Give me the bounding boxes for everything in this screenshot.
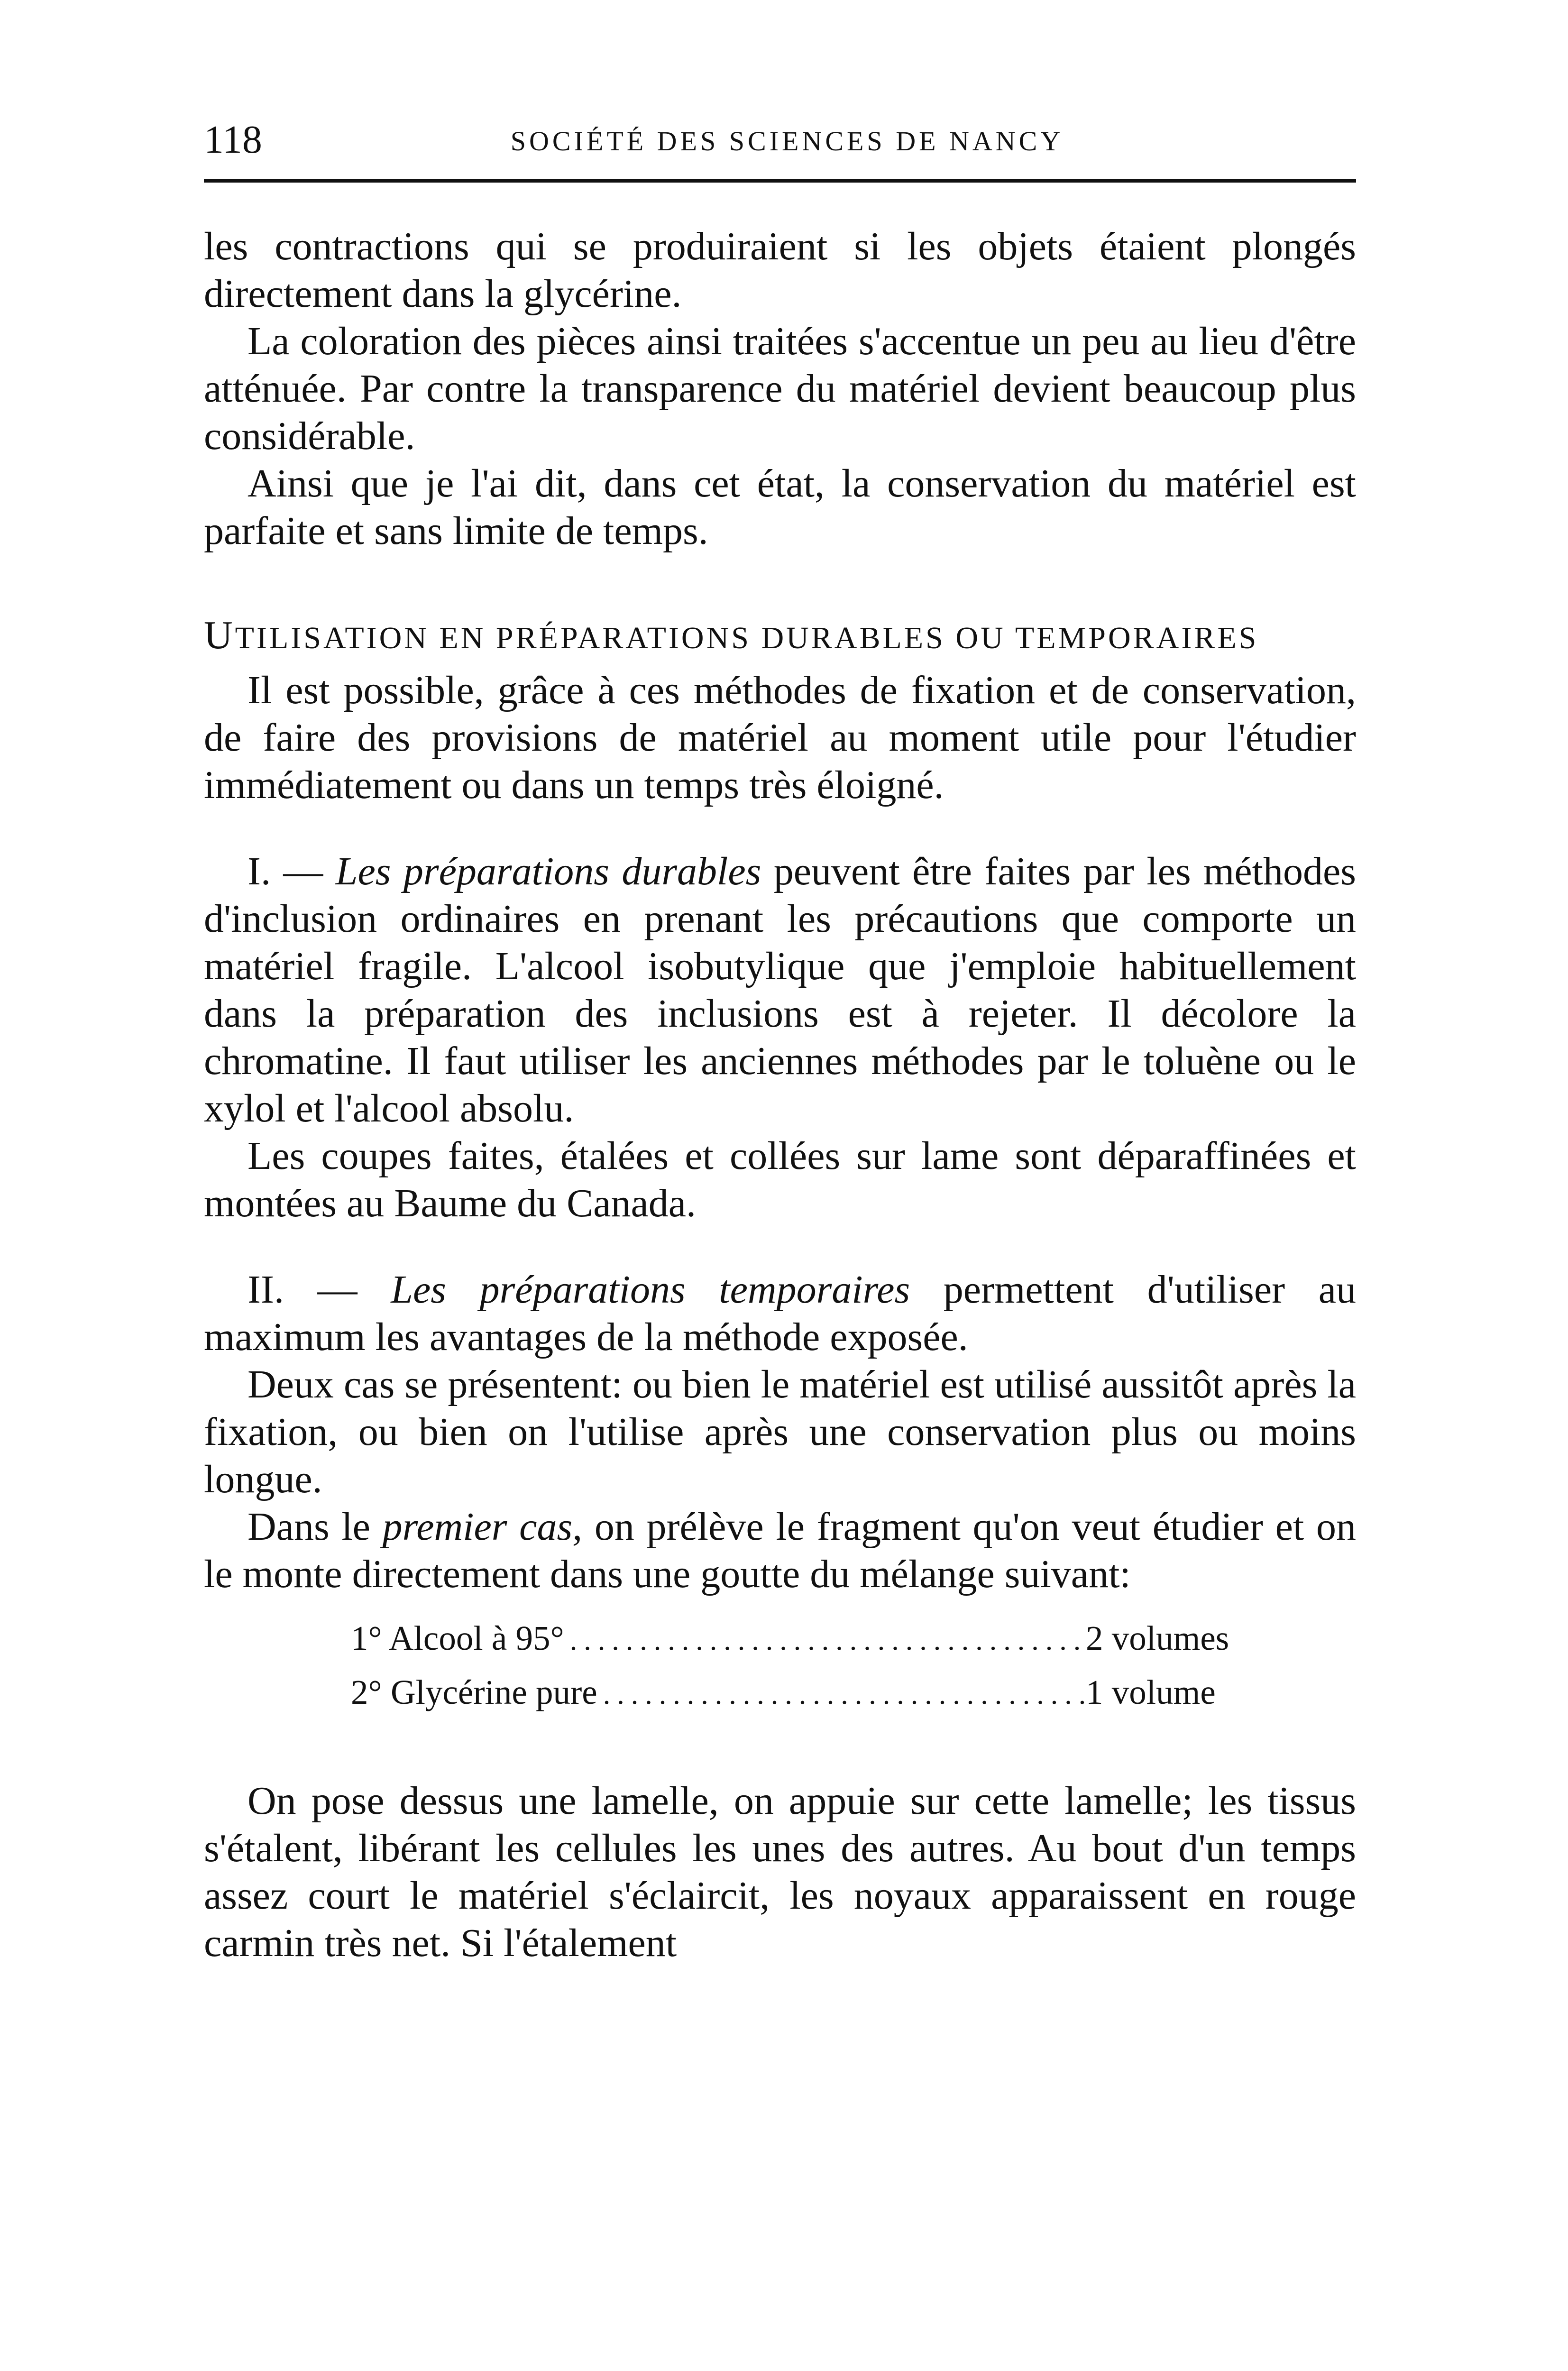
paragraph-lamelle: On pose dessus une lamelle, on appuie sur cette lamelle; les tissus s'étalent, libérant les cellules les unes des autres. Au bout d'un temps assez court le matériel s'éclaircit, les noyaux apparaissent en rouge carmin très net. Si l'étalement: [204, 1779, 1356, 1965]
section-heading-rest: TILISATION EN PRÉPARATIONS DURABLES OU TEMPORAIRES: [235, 621, 1259, 655]
part-2-number: II. —: [248, 1268, 391, 1312]
recipe-ingredient: 1° Alcool à 95°: [351, 1619, 564, 1657]
paragraph-coloration: La coloration des pièces ainsi traitées s'accentue un peu au lieu d'être atténuée. Par contre la transparence du matériel devient beaucoup plus considérable.: [204, 319, 1356, 458]
paragraph-deux-cas: Deux cas se présentent: ou bien le matériel est utilisé aussitôt après la fixation, ou bien on l'utilise après une conservation plus ou moins longue.: [204, 1362, 1356, 1501]
paragraph-intro-section: Il est possible, grâce à ces méthodes de fixation et de conservation, de faire des provisions de matériel au moment utile pour l'étudier immédiatement ou dans un temps très éloigné.: [204, 668, 1356, 807]
header-rule: [204, 179, 1356, 183]
recipe-amount: 2 volumes: [1086, 1619, 1229, 1657]
premier-cas-after: on prélève le fragment qu'on veut étudier et on le monte directement dans une goutte du mélange suivant:: [204, 1505, 1356, 1596]
paragraph-coupes: Les coupes faites, étalées et collées sur lame sont déparaffinées et montées au Baume du Canada.: [204, 1134, 1356, 1225]
part-1-number: I. —: [248, 849, 336, 893]
running-title: SOCIÉTÉ DES SCIENCES DE NANCY: [510, 126, 1064, 156]
part-1-title: Les préparations durables: [335, 849, 761, 893]
recipe-row: [351, 1666, 1271, 1720]
dot-leader: [564, 1614, 1086, 1666]
premier-cas-before: Dans le: [248, 1505, 383, 1549]
paragraph-continued: les contractions qui se produiraient si les objets étaient plongés directement dans la glycérine.: [204, 224, 1356, 316]
section-heading: [204, 612, 1356, 662]
section-heading-initial: U: [204, 613, 235, 657]
premier-cas-italic: premier cas,: [382, 1505, 583, 1549]
recipe-row: [351, 1612, 1271, 1666]
part-2-title: Les préparations temporaires: [391, 1268, 910, 1312]
part-2-text: permettent d'utiliser au maximum les avantages de la méthode exposée.: [204, 1268, 1357, 1359]
paragraph-part-2: [204, 1266, 1356, 1361]
page-header: [204, 119, 1356, 161]
page-number: 118: [204, 118, 262, 162]
page-body: [204, 223, 1356, 1967]
recipe-ingredient: 2° Glycérine pure: [351, 1673, 597, 1711]
paragraph-conservation: Ainsi que je l'ai dit, dans cet état, la conservation du matériel est parfaite et sans limite de temps.: [204, 461, 1356, 553]
paragraph-premier-cas: [204, 1503, 1356, 1598]
paragraph-part-1: [204, 848, 1356, 1132]
part-1-text: peuvent être faites par les méthodes d'inclusion ordinaires en prenant les précautions que comporte un matériel fragile. L'alcool isobutylique que j'emploie habituellement dans la préparation des inclusions est à rejeter. Il décolore la chromatine. Il faut utiliser les anciennes méthodes par le toluène ou le xylol et l'alcool absolu.: [204, 849, 1356, 1130]
dot-leader: [597, 1668, 1086, 1720]
recipe-amount: 1 volume: [1086, 1673, 1216, 1711]
recipe-list: [351, 1612, 1271, 1720]
